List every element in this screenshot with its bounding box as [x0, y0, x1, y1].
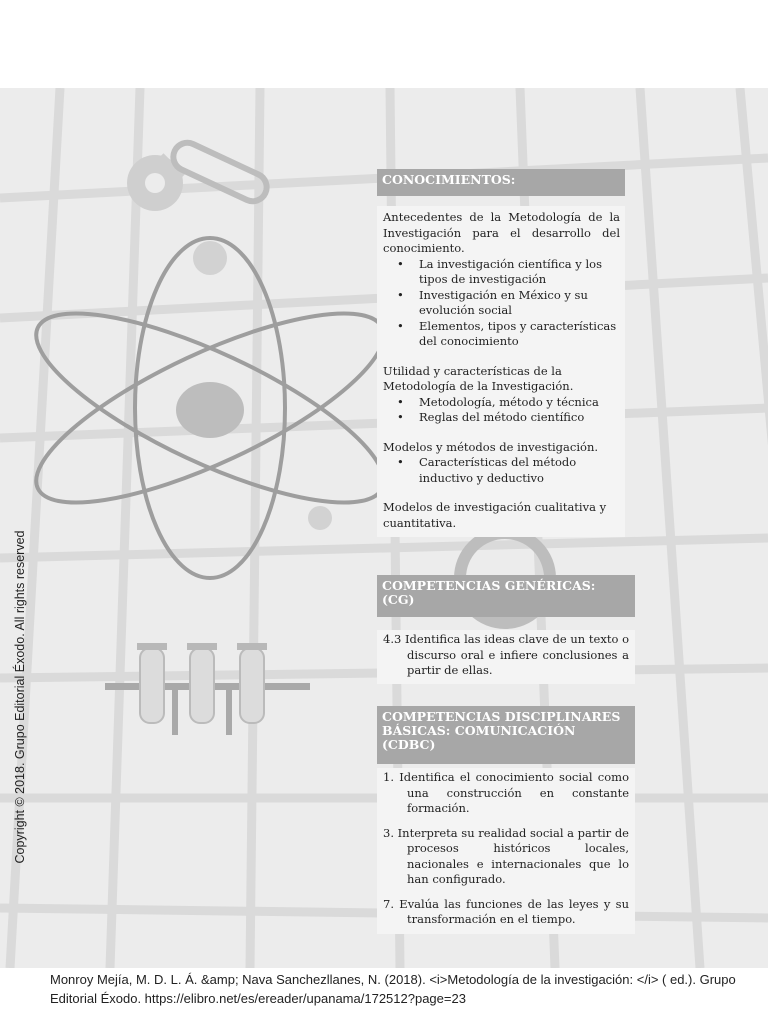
list-item: • Investigación en México y su evolución social	[419, 288, 620, 319]
list-item: • La investigación científica y los tipos de investigación	[419, 257, 620, 288]
conocimientos-list-3	[383, 455, 620, 486]
conocimientos-intro-1: Antecedentes de la Metodología de la Investigación para el desarrollo del conocimiento.	[383, 210, 620, 255]
atom-electron	[193, 241, 227, 275]
competencias-disciplinares-box	[377, 768, 635, 934]
atom-nucleus	[176, 382, 244, 438]
conocimientos-heading	[377, 169, 625, 196]
list-item: • Características del método inductivo y deductivo	[419, 455, 620, 486]
competencia-generica-item: 4.3 Identifica las ideas clave de un texto o discurso oral e infiere conclusiones a partir de ellas.	[383, 632, 629, 677]
competencias-genericas-heading-text: COMPETENCIAS GENÉRICAS: (CG)	[382, 578, 596, 607]
competencia-disciplinar-item: 3. Interpreta su realidad social a partir de procesos históricos locales, nacionales e internacionales que lo han configurado.	[383, 825, 629, 886]
conocimientos-intro-4: Modelos de investigación cualitativa y cuantitativa.	[383, 500, 607, 530]
conocimientos-intro-3: Modelos y métodos de investigación.	[383, 439, 599, 454]
list-item: • Metodología, método y técnica	[419, 395, 620, 411]
conocimientos-list-2	[383, 395, 620, 426]
conocimientos-box	[377, 206, 625, 537]
competencias-genericas-box	[377, 630, 635, 684]
conocimientos-intro-2: Utilidad y características de la Metodología de la Investigación.	[383, 363, 574, 393]
test-tube-rack-icon	[105, 643, 310, 735]
competencias-disciplinares-heading	[377, 706, 635, 764]
competencia-disciplinar-item: 7. Evalúa las funciones de las leyes y su transformación en el tiempo.	[383, 896, 629, 926]
competencia-disciplinar-item: 1. Identifica el conocimiento social como una construcción en constante formación.	[383, 770, 629, 815]
list-item: • Elementos, tipos y características del conocimiento	[419, 319, 620, 350]
conocimientos-heading-text: CONOCIMIENTOS:	[382, 172, 516, 187]
competencias-disciplinares-heading-text: COMPETENCIAS DISCIPLINARES BÁSICAS: COMUNICACIÓN (CDBC)	[382, 709, 621, 752]
list-item: • Reglas del método científico	[419, 410, 620, 426]
competencias-genericas-heading	[377, 575, 635, 617]
copyright-notice: Copyright © 2018. Grupo Editorial Éxodo. All rights reserved	[13, 530, 27, 864]
atom-electron	[308, 506, 332, 530]
citation-text: Monroy Mejía, M. D. L. Á. &amp; Nava Sanchezllanes, N. (2018). <i>Metodología de la investigación: </i> ( ed.). Grupo Editorial Éxodo. https://elibro.net/es/ereader/upanama/172512?page=23	[50, 972, 736, 1006]
conocimientos-list-1	[383, 257, 620, 350]
